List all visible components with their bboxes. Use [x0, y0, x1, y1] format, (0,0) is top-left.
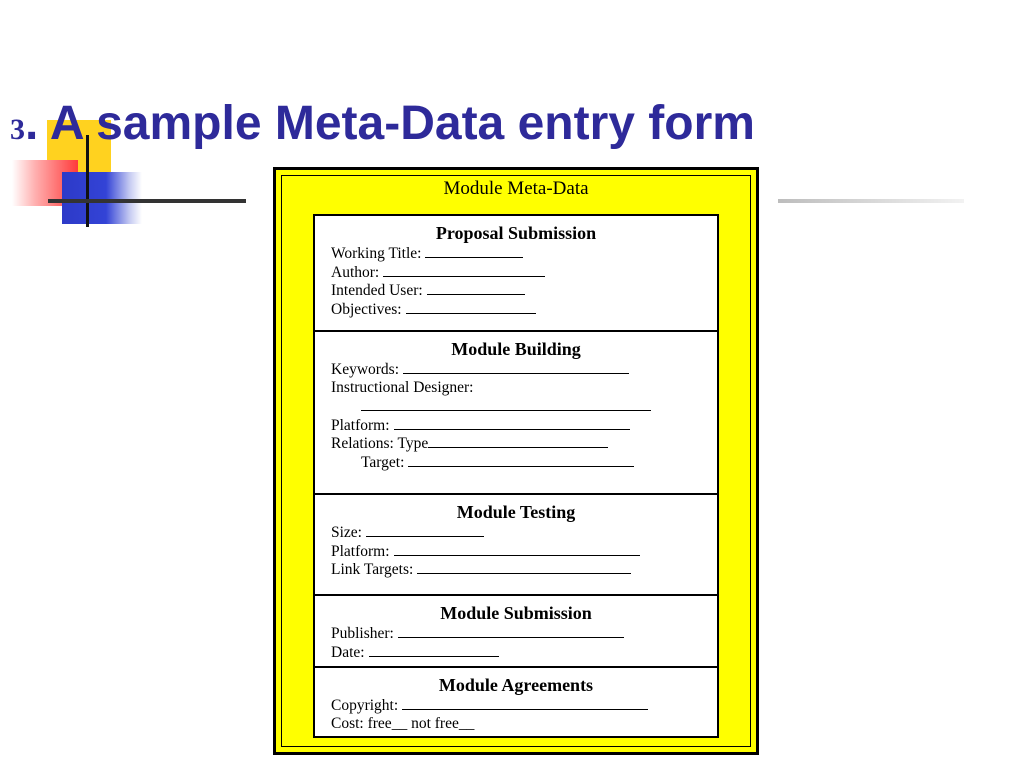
slide-title-text: . A sample Meta-Data entry form [25, 97, 755, 150]
field-platform [331, 416, 717, 435]
field-label: Platform: [331, 416, 390, 434]
field-date [331, 643, 717, 662]
field-label: Copyright: [331, 697, 399, 714]
field-working-title [331, 244, 717, 263]
field-blank-line [406, 300, 536, 314]
field-blank-line [427, 281, 525, 295]
section-title: Module Building [451, 339, 581, 359]
slide-title [10, 92, 755, 162]
field-blank-line [394, 416, 630, 430]
field-label: Size: [331, 524, 362, 541]
field-blank-line [394, 542, 640, 556]
section-title: Module Agreements [438, 675, 594, 695]
field-blank-line [383, 263, 545, 277]
field-instructional-designer [331, 379, 717, 398]
field-blank-line [398, 624, 624, 638]
field-label: Cost: free__ not free__ [331, 714, 475, 732]
field-size [331, 523, 717, 542]
field-platform [331, 542, 717, 561]
field-keywords [331, 360, 717, 379]
field-blank-line [403, 360, 629, 374]
field-relations-type [331, 434, 717, 453]
field-copyright [331, 696, 717, 715]
field-target [331, 453, 717, 472]
field-label: Platform: [331, 542, 390, 560]
deco-blue-square [62, 172, 142, 224]
field-blank-line [428, 434, 608, 448]
field-instructional-designer-line [331, 397, 717, 416]
field-label: Keywords: [331, 361, 400, 378]
section-title: Module Testing [456, 502, 576, 522]
section-module-testing [315, 495, 717, 596]
field-blank-line [417, 560, 631, 574]
field-label: Author: [331, 263, 380, 281]
form-header: Module Meta-Data [443, 178, 589, 199]
field-label: Target: [361, 453, 405, 471]
field-label: Working Title: [331, 245, 422, 262]
slide-number: 3 [10, 113, 25, 146]
section-module-submission [315, 596, 717, 668]
field-blank-line [408, 453, 634, 467]
field-blank-line [402, 696, 648, 710]
field-blank-line [361, 397, 651, 411]
field-blank-line [366, 523, 484, 537]
field-author [331, 263, 717, 282]
field-link-targets [331, 560, 717, 579]
section-title: Module Submission [440, 603, 592, 623]
section-module-building [315, 332, 717, 495]
field-blank-line [369, 643, 499, 657]
field-label: Publisher: [331, 625, 394, 642]
field-label: Objectives: [331, 300, 402, 318]
field-cost [331, 715, 717, 734]
section-module-agreements [315, 668, 717, 740]
section-title: Proposal Submission [435, 223, 597, 243]
form-sections-box [313, 214, 719, 738]
field-blank-line [425, 244, 523, 258]
field-publisher [331, 624, 717, 643]
deco-horizontal-line [48, 199, 246, 203]
field-intended-user [331, 281, 717, 300]
section-proposal-submission [315, 216, 717, 332]
field-label: Intended User: [331, 282, 423, 299]
deco-horizontal-line-right [778, 199, 964, 203]
field-label: Relations: Type [331, 435, 429, 452]
field-label: Link Targets: [331, 561, 414, 578]
meta-data-form [273, 167, 759, 755]
field-objectives [331, 300, 717, 319]
field-label: Instructional Designer: [331, 378, 474, 396]
field-label: Date: [331, 643, 365, 661]
